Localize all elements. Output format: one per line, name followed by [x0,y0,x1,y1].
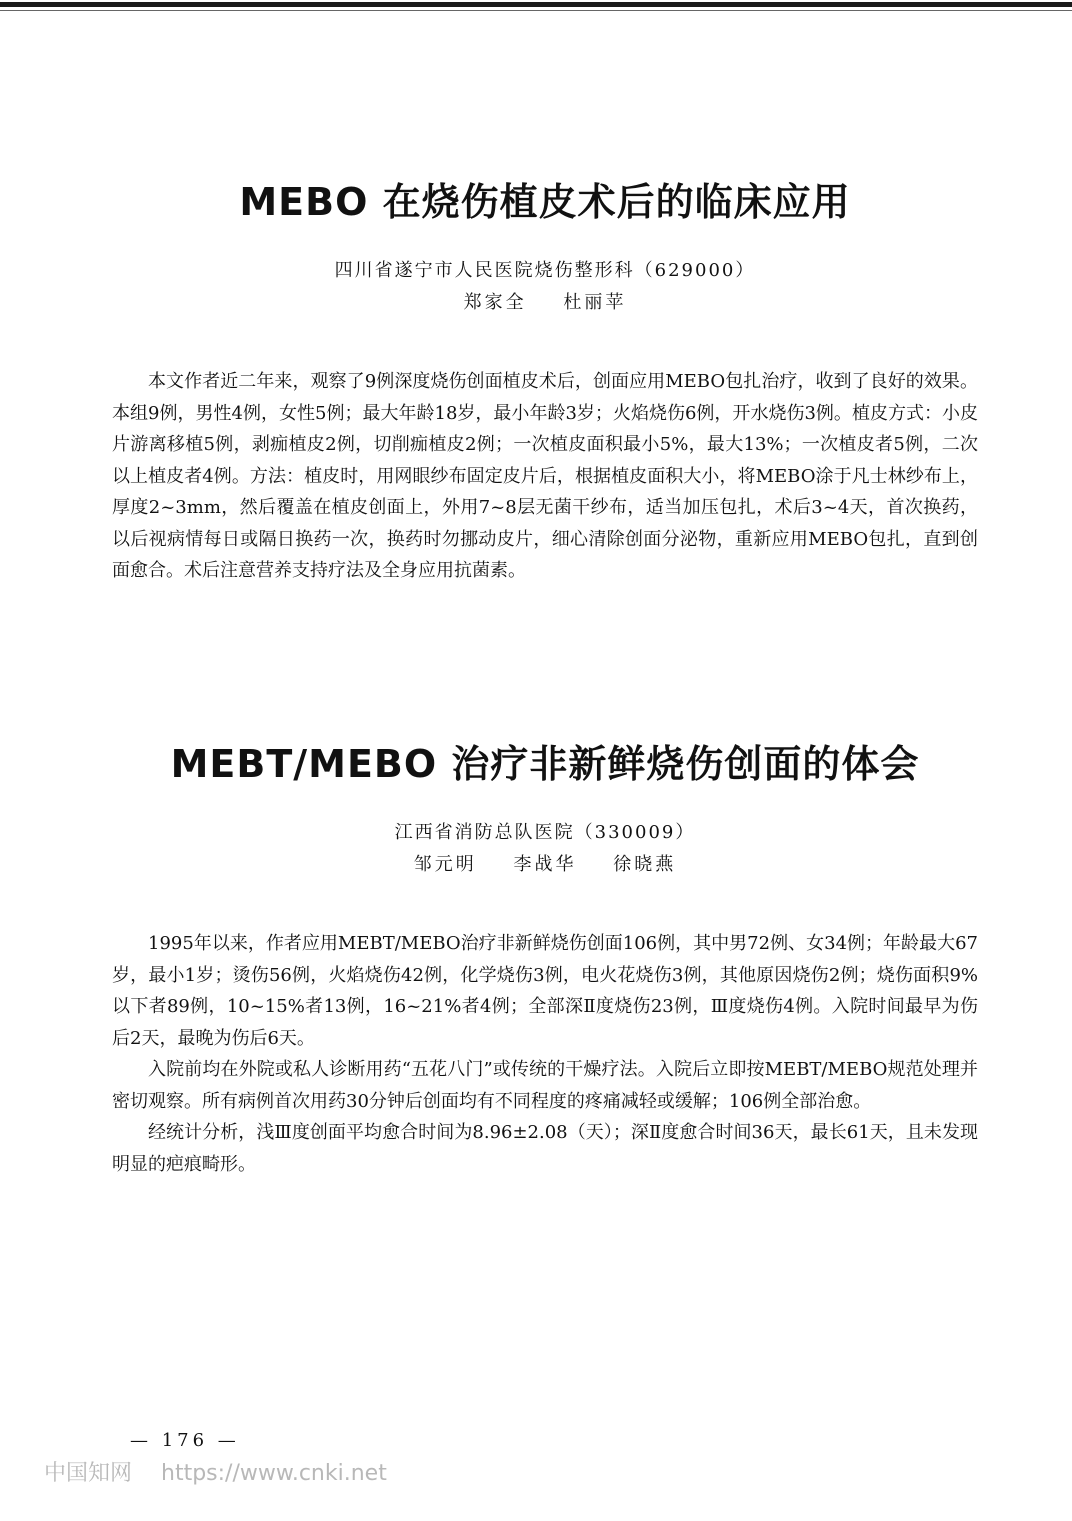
watermark-name: 中国知网 [44,1461,133,1486]
paragraph: 本文作者近二年来，观察了9例深度烧伤创面植皮术后，创面应用MEBO包扎治疗，收到了良好的效果。本组9例，男性4例，女性5例；最大年龄18岁，最小年龄3岁；火焰烧伤6例，开水烧伤3例。植皮方式：小皮片游离移植5例，剥痂植皮2例，切削痂植皮2例；一次植皮面积最小5%，最大13%；一次植皮者5例，二次以上植皮者4例。方法：植皮时，用网眼纱布固定皮片后，根据植皮面积大小，将MEBO涂于凡士林纱布上，厚度2~3mm，然后覆盖在植皮创面上，外用7~8层无菌干纱布，适当加压包扎，术后3~4天，首次换药，以后视病情每日或隔日换药一次，换药时勿挪动皮片，细心清除创面分泌物，重新应用MEBO包扎，直到创面愈合。术后注意营养支持疗法及全身应用抗菌素。 [112,371,978,581]
watermark-url: https://www.cnki.net [161,1461,387,1486]
author-name: 邹元明 [413,854,477,875]
paragraph: 入院前均在外院或私人诊断用药“五花八门”或传统的干燥疗法。入院后立即按MEBT/MEBO规范处理并密切观察。所有病例首次用药30分钟后创面均有不同程度的疼痛减轻或缓解；106例全部治愈。 [112,1059,978,1112]
paragraph: 经统计分析，浅Ⅲ度创面平均愈合时间为8.96±2.08（天）；深Ⅱ度愈合时间36天，最长61天，且未发现明显的疤痕畸形。 [112,1122,978,1175]
article-1-title: MEBO 在烧伤植皮术后的临床应用 [239,180,851,224]
article-2-title: MEBT/MEBO 治疗非新鲜烧伤创面的体会 [170,742,920,786]
article-1-affiliation: 四川省遂宁市人民医院烧伤整形科（629000） [334,260,756,281]
page-number: — 176 — [130,1430,240,1451]
paragraph: 1995年以来，作者应用MEBT/MEBO治疗非新鲜烧伤创面106例，其中男72例、女34例；年龄最大67岁，最小1岁；烫伤56例，火焰烧伤42例，化学烧伤3例，电火花烧伤3例，其他原因烧伤2例；烧伤面积9%以下者89例，10~15%者13例，16~21%者4例；全部深Ⅱ度烧伤23例，Ⅲ度烧伤4例。入院时间最早为伤后2天，最晚为伤后6天。 [112,933,978,1049]
article-2 [112,734,978,1180]
cnki-watermark [44,1456,387,1487]
top-rule-thin [0,10,1072,11]
article-1 [112,172,978,587]
article-2-authors [112,850,978,880]
article-2-affiliation: 江西省消防总队医院（330009） [394,822,696,843]
article-2-body [112,928,978,1180]
author-name: 杜丽苹 [563,292,627,313]
author-name: 徐晓燕 [613,854,677,875]
article-1-body [112,366,978,587]
author-name: 李战华 [513,854,577,875]
article-1-authors [112,288,978,318]
author-name: 郑家全 [463,292,527,313]
top-rule [0,2,1072,7]
